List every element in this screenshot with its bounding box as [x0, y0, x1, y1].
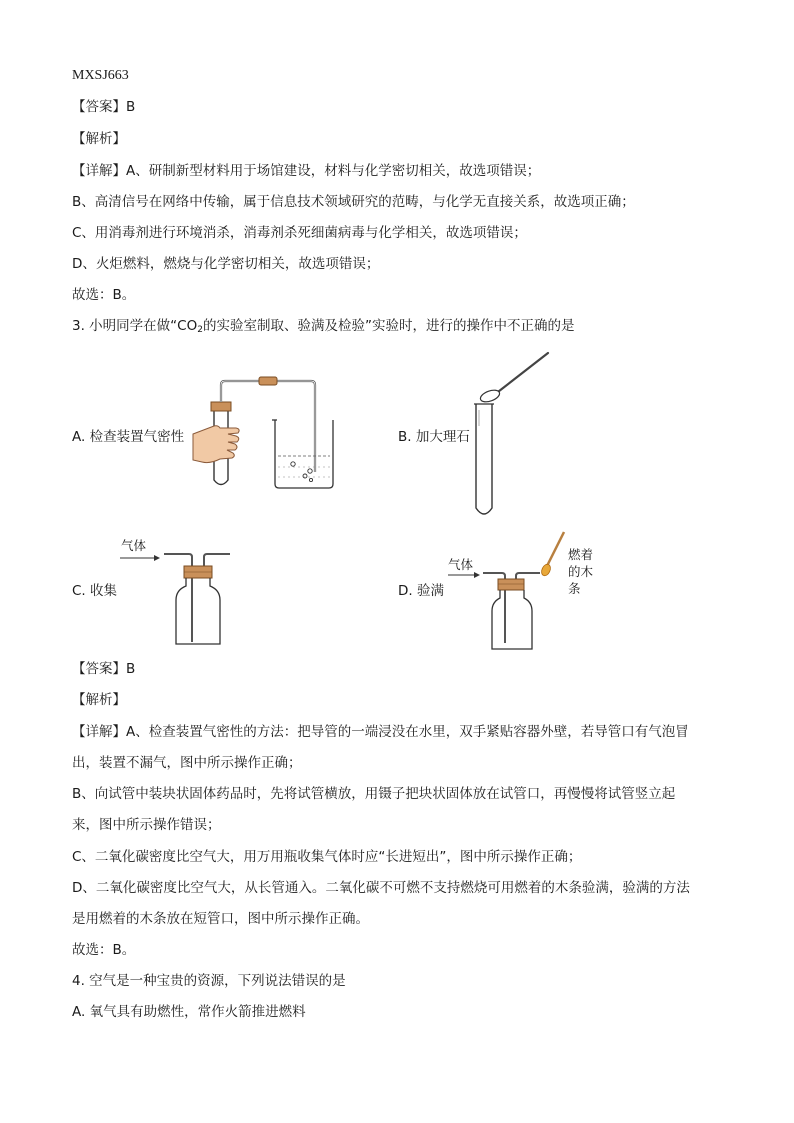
q2-detail-b: B、高清信号在网络中传输，属于信息技术领域研究的范畴，与化学无直接关系，故选项正确； — [72, 194, 635, 210]
q2-detail-d: D、火炬燃料，燃烧与化学密切相关，故选项错误； — [72, 256, 380, 272]
q3-detail-b-line2: 来，图中所示操作错误； — [72, 817, 221, 833]
q3-option-b-label: B. 加大理石 — [398, 429, 470, 445]
figure-gas-collection — [116, 550, 238, 650]
figure-verify-full — [446, 528, 571, 653]
q3-detail-a-line2: 出，装置不漏气，图中所示操作正确； — [72, 755, 302, 771]
q3-option-c-label: C. 收集 — [72, 583, 118, 599]
q2-analysis-heading: 【解析】 — [72, 131, 126, 147]
figure-airtightness-check — [188, 372, 338, 492]
figure-d-note-line3: 条 — [568, 581, 581, 596]
q3-detail-a-line1: 【详解】A、检查装置气密性的方法：把导管的一端浸没在水里，双手紧贴容器外壁，若导管口有气泡冒 — [72, 724, 689, 740]
figure-d-gas-label: 气体 — [448, 557, 474, 572]
figure-add-marble — [470, 348, 560, 523]
q4-option-a: A. 氧气具有助燃性，常作火箭推进燃料 — [72, 1004, 306, 1020]
q3-option-a-label: A. 检查装置气密性 — [72, 429, 185, 445]
q2-detail-a: 【详解】A、研制新型材料用于场馆建设，材料与化学密切相关，故选项错误； — [72, 163, 541, 179]
q2-detail-c: C、用消毒剂进行环境消杀，消毒剂杀死细菌病毒与化学相关，故选项错误； — [72, 225, 527, 241]
q2-conclusion: 故选：B。 — [72, 287, 136, 303]
q3-stem-pre: 3. 小明同学在做“CO — [72, 318, 198, 334]
figure-d-note-line2: 的木 — [568, 564, 594, 579]
q3-stem-post: 的实验室制取、验满及检验”实验时，进行的操作中不正确的是 — [202, 318, 575, 334]
q3-detail-b-line1: B、向试管中装块状固体药品时，先将试管横放，用镊子把块状固体放在试管口，再慢慢将试管竖立起 — [72, 786, 676, 802]
figure-c-gas-label: 气体 — [121, 538, 147, 553]
q3-detail-c: C、二氧化碳密度比空气大，用万用瓶收集气体时应“长进短出”，图中所示操作正确； — [72, 849, 582, 865]
q3-answer: 【答案】B — [72, 661, 136, 677]
document-code: MXSJ663 — [72, 68, 129, 83]
q4-stem: 4. 空气是一种宝贵的资源，下列说法错误的是 — [72, 973, 346, 989]
q3-stem-subscript: 2 — [197, 325, 203, 335]
q3-detail-d-line1: D、二氧化碳密度比空气大，从长管通入。二氧化碳不可燃不支持燃烧可用燃着的木条验满，验满的方法 — [72, 880, 690, 896]
q3-stem — [72, 317, 574, 339]
q3-conclusion: 故选：B。 — [72, 942, 136, 958]
q2-answer: 【答案】B — [72, 99, 136, 115]
q3-option-d-label: D. 验满 — [398, 583, 444, 599]
q3-analysis-heading: 【解析】 — [72, 692, 126, 708]
figure-d-note-line1: 燃着 — [568, 547, 594, 562]
q3-detail-d-line2: 是用燃着的木条放在短管口，图中所示操作正确。 — [72, 911, 369, 927]
